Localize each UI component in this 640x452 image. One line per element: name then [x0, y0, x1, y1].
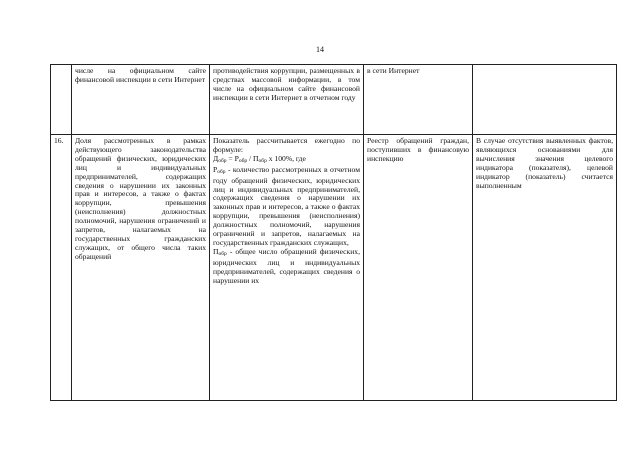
calculation-method-cell — [210, 135, 364, 401]
indicator-name-cell: Доля рассмотренных в рамках действующего законодательства обращений физических, юридических лиц и индивидуальных предпринимателей, содержащих сведения о нарушении их законных прав и интересов, а также о фактах коррупции, превышения (неисполнения) должностных полномочий, нарушения ограничений и запретов, налагаемых на государственных гражданских служащих, от общего числа таких обращений — [72, 135, 210, 401]
row-number-cell — [51, 65, 72, 135]
table-row-16 — [51, 135, 617, 401]
page-number: 14 — [316, 45, 324, 54]
formula-r-definition: $Р_{обр}$ - количество рассмотренных в отчетном году обращений физических, юридических лиц и индивидуальных предпринимателей, содержащих сведения о нарушении их законных прав и интересов, а также о фактах коррупции, превышения (неисполнения) должностных полномочий, нарушения ограничений и запретов, налагаемых на государственных гражданских служащих, — [213, 164, 360, 247]
formula-p-definition: $П_{обр}$ - общее число обращений физических, юридических лиц и индивидуальных предпринимателей, содержащих сведения о нарушении их — [213, 246, 360, 285]
indicator-name-cell: числе на официальном сайте финансовой инспекции в сети Интернет — [72, 65, 210, 135]
data-source-cell: в сети Интернет — [364, 65, 473, 135]
indicators-table — [50, 64, 617, 401]
formula: $Д_{обр} = Р_{обр} / П_{обр}$ x 100%, где — [213, 153, 306, 164]
note-cell: В случае отсутствия выявленных фактов, являющихся основаниями для вычисления значения целевого индикатора (показателя), целевой индикатор (показатель) считается выполненным — [473, 135, 617, 401]
note-cell — [473, 65, 617, 135]
calculation-method-cell: противодействия коррупции, размещенных в средствах массовой информации, в том числе на официальном сайте финансовой инспекции в сети Интернет в отчетном году — [210, 65, 364, 135]
data-source-cell: Реестр обращений граждан, поступивших в финансовую инспекцию — [364, 135, 473, 401]
table-row-continuation — [51, 65, 617, 135]
row-number-cell: 16. — [51, 135, 72, 401]
formula-intro: Показатель рассчитывается ежегодно по формуле: — [213, 136, 360, 154]
